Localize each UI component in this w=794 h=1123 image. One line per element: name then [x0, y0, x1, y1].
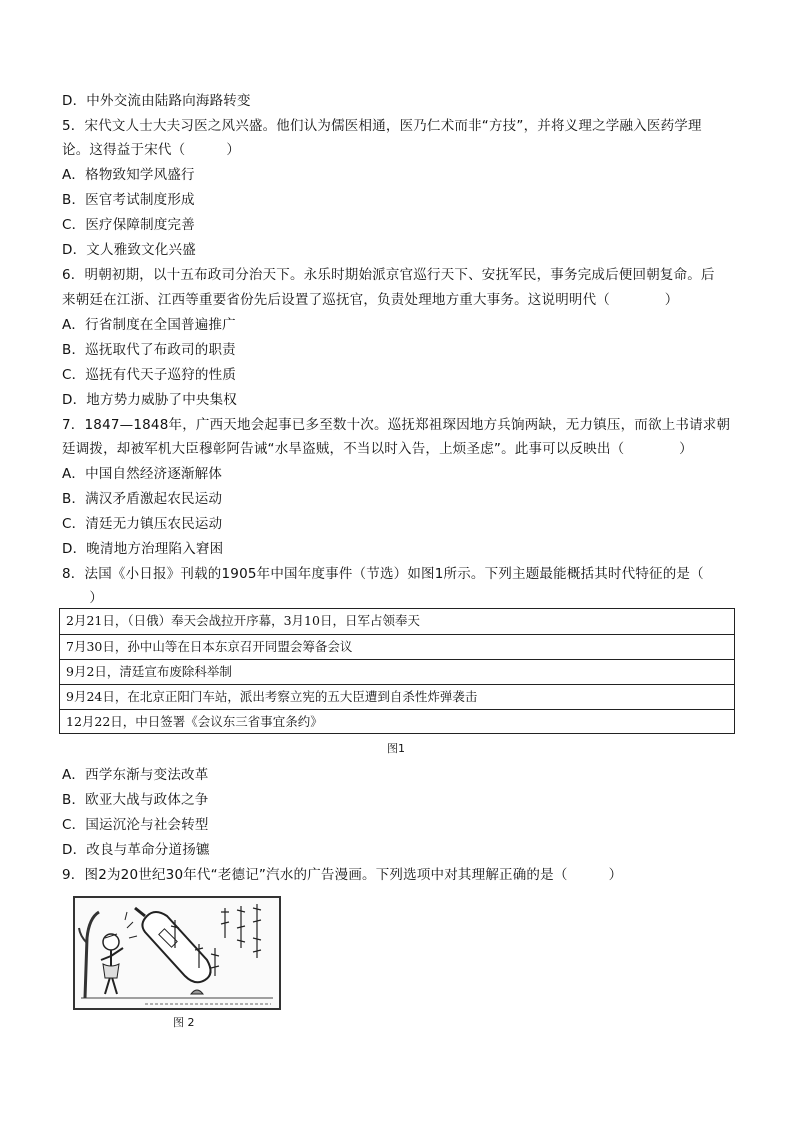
q8-option-d: D．改良与革命分道扬镳	[62, 842, 210, 858]
q6-stem-line2: 来朝廷在江浙、江西等重要省份先后设置了巡抚官，负责处理地方重大事务。这说明明代（ ）	[62, 292, 679, 308]
figure2-advertisement-cartoon	[73, 896, 281, 1010]
figure2-caption: 图 2	[173, 1016, 195, 1029]
q7-option-c: C．清廷无力镇压农民运动	[62, 516, 223, 532]
table-row: 12月22日，中日签署《会议东三省事宜条约》	[60, 709, 734, 734]
q5-stem-line1: 5．宋代文人士大夫习医之风兴盛。他们认为儒医相通，医乃仁术而非“方技”，并将义理之学融入医药学理	[62, 118, 702, 134]
q6-option-b: B．巡抚取代了布政司的职责	[62, 342, 236, 358]
q5-option-c: C．医疗保障制度完善	[62, 217, 195, 233]
q8-option-c: C．国运沉沦与社会转型	[62, 817, 209, 833]
figure1-event-table	[59, 608, 735, 734]
q7-option-a: A．中国自然经济逐渐解体	[62, 466, 223, 482]
table-row: 2月21日，（日俄）奉天会战拉开序幕，3月10日，日军占领奉天	[66, 613, 420, 628]
q8-option-a: A．西学东渐与变法改革	[62, 767, 209, 783]
q7-option-d: D．晚清地方治理陷入窘困	[62, 541, 224, 557]
q7-stem-line1: 7．1847—1848年，广西天地会起事已多至数十次。巡抚郑祖琛因地方兵饷两缺，无力镇压，而欲上书请求朝	[62, 417, 731, 433]
table-row: 9月24日，在北京正阳门车站，派出考察立宪的五大臣遭到自杀性炸弹袭击	[60, 684, 734, 709]
table-row: 7月30日，孙中山等在日本东京召开同盟会筹备会议	[60, 634, 734, 659]
q8-option-b: B．欧亚大战与政体之争	[62, 792, 209, 808]
q5-option-b: B．医官考试制度形成	[62, 192, 195, 208]
q5-option-a: A．格物致知学风盛行	[62, 167, 195, 183]
q6-option-a: A．行省制度在全国普遍推广	[62, 317, 236, 333]
q8-stem-line1: 8．法国《小日报》刊载的1905年中国年度事件（节选）如图1所示。下列主题最能概括其时代特征的是（	[62, 566, 704, 582]
q6-option-c: C．巡抚有代天子巡狩的性质	[62, 367, 237, 383]
q7-stem-line2: 廷调拨，却被军机大臣穆彰阿告诫“水旱盗贼，不当以时入告，上烦圣虑”。此事可以反映出（ ）	[62, 441, 693, 457]
q9-stem-line1: 9．图2为20世纪30年代“老德记”汽水的广告漫画。下列选项中对其理解正确的是（ ）	[62, 867, 623, 883]
q6-option-d: D．地方势力威胁了中央集权	[62, 392, 237, 408]
cartoon-illustration	[75, 898, 279, 1008]
q6-stem-line1: 6．明朝初期，以十五布政司分治天下。永乐时期始派京官巡行天下、安抚军民，事务完成后便回朝复命。后	[62, 267, 715, 283]
figure1-caption: 图1	[387, 742, 405, 755]
q5-stem-line2: 论。这得益于宋代（ ）	[62, 142, 241, 158]
q5-option-d: D．文人雅致文化兴盛	[62, 242, 196, 258]
q4-option-d: D．中外交流由陆路向海路转变	[62, 93, 251, 109]
table-row: 9月2日，清廷宣布废除科举制	[60, 659, 734, 684]
q7-option-b: B．满汉矛盾激起农民运动	[62, 491, 223, 507]
q8-stem-line2: ）	[62, 590, 104, 606]
